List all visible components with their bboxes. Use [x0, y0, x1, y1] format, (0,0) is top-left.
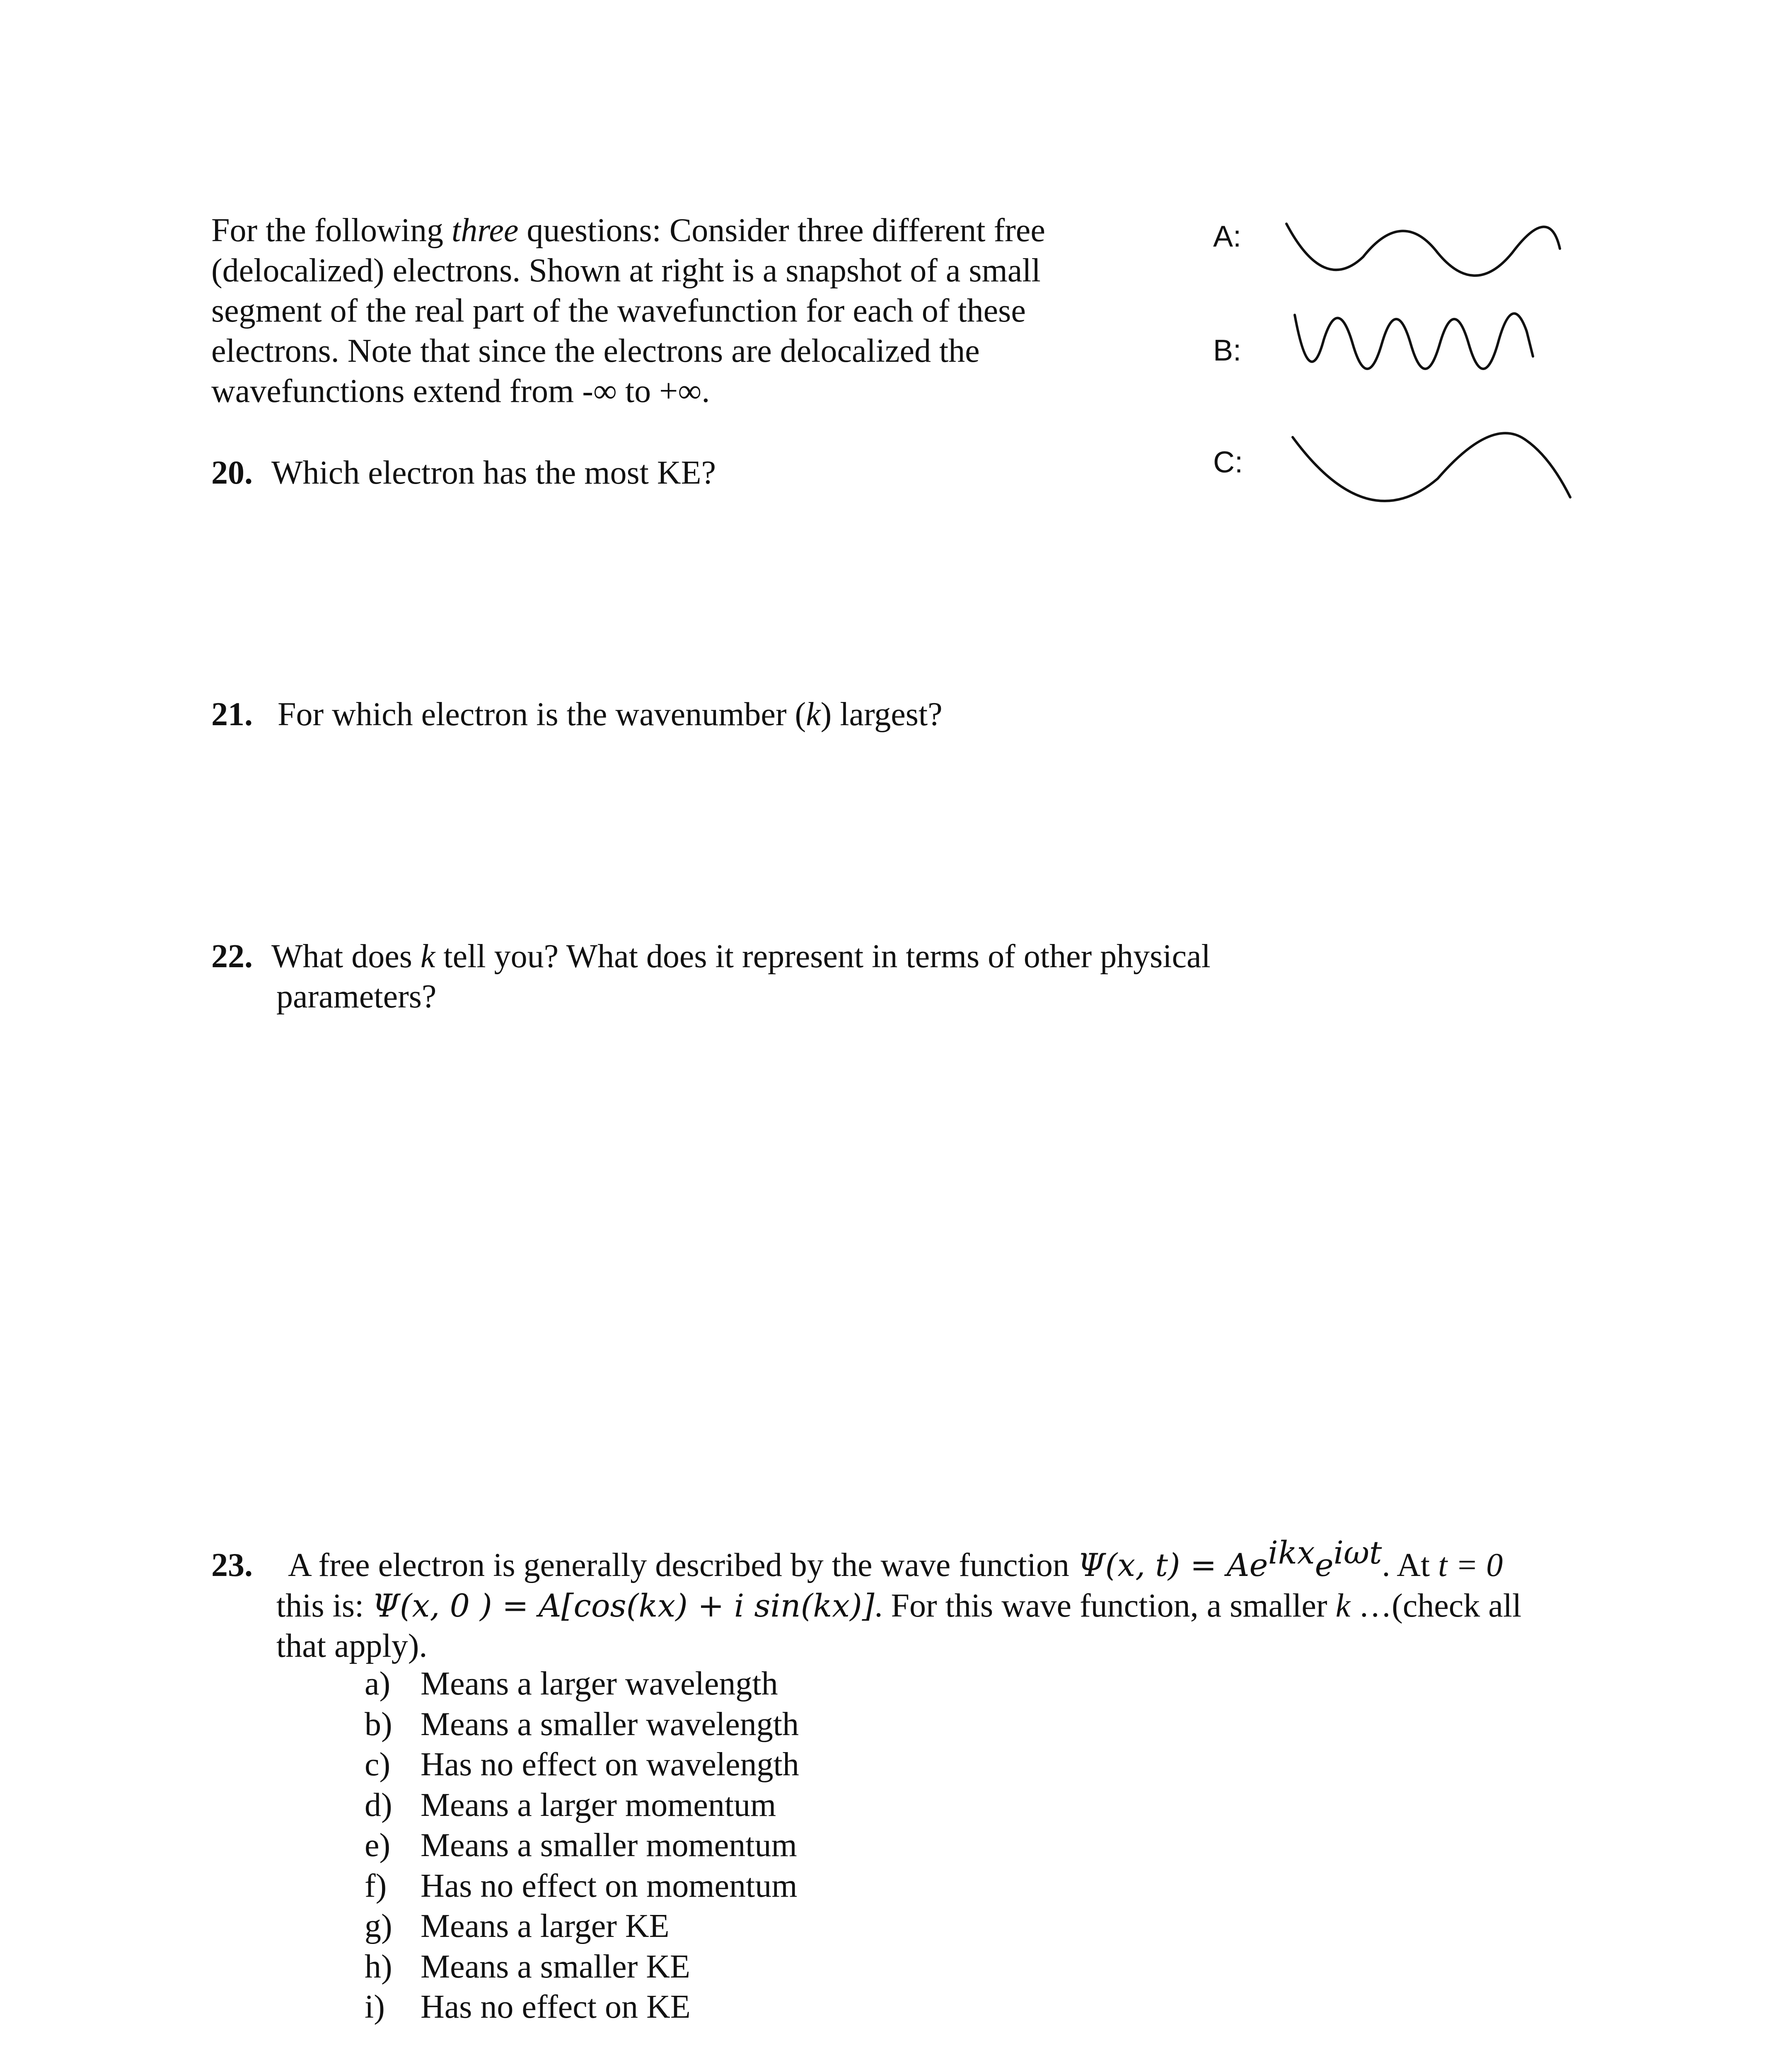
- answer-option[interactable]: a) Means a larger wavelength: [365, 1665, 778, 1702]
- answer-option[interactable]: h) Means a smaller KE: [365, 1948, 690, 1985]
- question-21-number: 21.: [211, 696, 253, 733]
- intro-line-2: (delocalized) electrons. Shown at right is a snapshot of a small: [211, 252, 1041, 289]
- wave-label-b: B:: [1213, 334, 1242, 367]
- wave-label-c: C:: [1213, 446, 1243, 479]
- answer-option[interactable]: g) Means a larger KE: [365, 1908, 670, 1944]
- question-23-number: 23.: [211, 1547, 253, 1583]
- question-22-number: 22.: [211, 938, 253, 975]
- wave-a-curve: [1286, 224, 1560, 276]
- question-20-text: Which electron has the most KE?: [271, 455, 716, 491]
- wavenumber-k: k: [420, 938, 435, 975]
- question-20-number: 20.: [211, 455, 253, 491]
- question-23: [211, 1534, 1522, 1666]
- answer-options-list: [365, 1664, 799, 2028]
- question-22: 22. What does k tell you? What does it represent in terms of other physical parameters?: [211, 937, 1211, 1017]
- question-20: [211, 453, 716, 493]
- question-21: 21. For which electron is the wavenumber (k) largest?: [211, 696, 943, 733]
- intro-line-4: electrons. Note that since the electrons are delocalized the: [211, 333, 980, 369]
- answer-option[interactable]: e) Means a smaller momentum: [365, 1827, 797, 1864]
- answer-option[interactable]: f) Has no effect on momentum: [365, 1867, 798, 1904]
- question-23-line-1: 23. A free electron is generally described by the wave function Ψ(x, $t) = Ae^{ikx}e^{i\omega t}$. At t = 0: [211, 1534, 1503, 1583]
- intro-emphasis: three: [451, 212, 519, 249]
- wavenumber-k: k: [806, 696, 821, 733]
- wave-b-curve: [1295, 314, 1533, 369]
- intro-line-1: For the following three questions: Consider three different free: [211, 212, 1045, 249]
- answer-option[interactable]: i) Has no effect on KE: [365, 1989, 691, 2025]
- answer-option[interactable]: c) Has no effect on wavelength: [365, 1746, 799, 1783]
- wave-function-psi-xt: Ψ(x, t) = Ae: [1077, 1547, 1268, 1583]
- wave-c-curve: [1293, 433, 1570, 501]
- wave-function-psi-x0: Ψ(x, 0 ) = A[cos(kx) + i sin(kx)]: [372, 1587, 875, 1624]
- question-22-line-2: parameters?: [276, 978, 437, 1015]
- intro-line-5: wavefunctions extend from -∞ to +∞.: [211, 373, 710, 409]
- answer-option[interactable]: d) Means a larger momentum: [365, 1786, 776, 1823]
- answer-option[interactable]: b) Means a smaller wavelength: [365, 1706, 799, 1743]
- intro-line-3: segment of the real part of the wavefunction for each of these: [211, 293, 1026, 329]
- intro-paragraph: [211, 211, 1045, 411]
- wave-label-a: A:: [1213, 220, 1242, 253]
- question-23-line-2: this is: Ψ(x, 0 ) = A[cos(kx) + i sin(kx)]. For this wave function, a smaller k …(check all: [276, 1587, 1522, 1624]
- question-23-line-3: that apply).: [276, 1628, 428, 1664]
